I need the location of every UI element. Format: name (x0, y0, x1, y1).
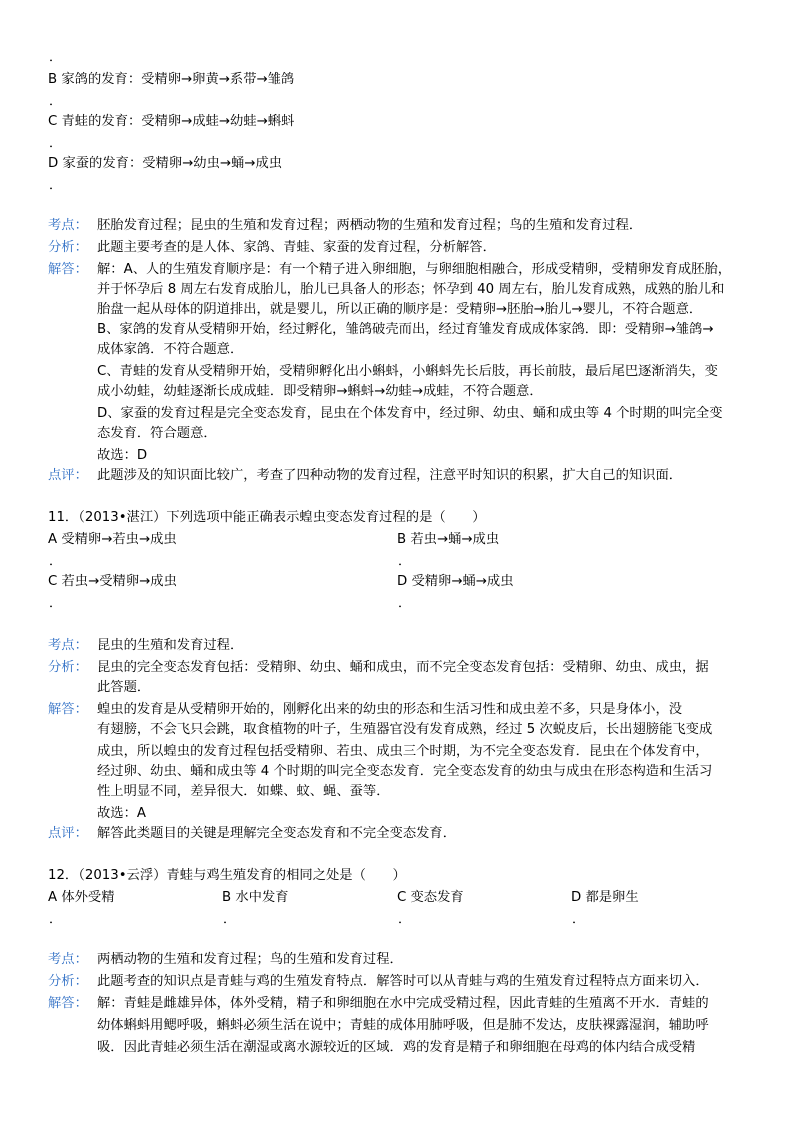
option-dot: ． (49, 912, 63, 927)
option-dot: ． (49, 554, 63, 569)
q10-jieda-line: D、家蚕的发育过程是完全变态发育，昆虫在个体发育中，经过卵、幼虫、蛹和成虫等 4 个时期的叫完全变 (97, 406, 723, 421)
option-dot: ． (49, 94, 63, 109)
q10-jieda-line: B、家鸽的发育从受精卵开始，经过孵化，雏鸽破壳而出，经过育雏发育成成体家鸽．即：受精卵→雏鸽→ (97, 322, 714, 337)
q11-jieda-line: 性上明显不同，差异很大．如蝶、蚊、蝇、蚕等． (97, 784, 390, 799)
q11-fenxi-line: 此答题． (97, 680, 151, 695)
q10-jieda-line: 成体家鸽．不符合题意． (97, 342, 244, 357)
q12-option-b: B 水中发育 (222, 890, 289, 905)
kaodian-label: 考点： (48, 638, 88, 653)
jieda-label: 解答： (48, 996, 88, 1011)
q11-fenxi-line: 昆虫的完全变态发育包括：受精卵、幼虫、蛹和成虫，而不完全变态发育包括：受精卵、幼虫、成虫，据 (97, 660, 709, 675)
kaodian-label: 考点： (48, 952, 88, 967)
option-dot: ． (572, 912, 586, 927)
option-dot: ． (49, 178, 63, 193)
q11-jieda-line: 成虫，所以蝗虫的发育过程包括受精卵、若虫、成虫三个时期，为不完全变态发育．昆虫在个体发育中， (97, 744, 709, 759)
q10-kaodian: 胚胎发育过程；昆虫的生殖和发育过程；两栖动物的生殖和发育过程；鸟的生殖和发育过程． (97, 218, 643, 233)
option-dot: ． (49, 596, 63, 611)
option-dot: ． (49, 50, 63, 65)
q11-option-a: A 受精卵→若虫→成虫 (48, 532, 177, 547)
q11-jieda-answer: 故选：A (97, 806, 146, 821)
dianping-label: 点评： (48, 826, 88, 841)
option-dot: ． (398, 596, 412, 611)
q12-stem: 12．（2013•云浮）青蛙与鸡生殖发育的相同之处是（ ） (48, 868, 406, 883)
q10-fenxi: 此题主要考查的是人体、家鸽、青蛙、家蚕的发育过程，分析解答． (97, 240, 496, 255)
q10-option-d: D 家蚕的发育：受精卵→幼虫→蛹→成虫 (48, 156, 283, 171)
option-dot: ． (223, 912, 237, 927)
q10-jieda-answer: 故选：D (97, 448, 148, 463)
q12-kaodian: 两栖动物的生殖和发育过程；鸟的生殖和发育过程． (97, 952, 403, 967)
jieda-label: 解答： (48, 262, 88, 277)
q10-jieda-line: 态发育．符合题意． (97, 426, 217, 441)
dianping-label: 点评： (48, 468, 88, 483)
option-dot: ． (49, 136, 63, 151)
q12-jieda-line: 解：青蛙是雌雄异体，体外受精，精子和卵细胞在水中完成受精过程，因此青蛙的生殖离不开水．青蛙的 (97, 996, 709, 1011)
q11-option-b: B 若虫→蛹→成虫 (397, 532, 500, 547)
fenxi-label: 分析： (48, 240, 88, 255)
q10-jieda-line: 胎盘一起从母体的阴道排出，就是婴儿，所以正确的顺序是：受精卵→胚胎→胎儿→婴儿，不符合题意． (97, 302, 703, 317)
q10-jieda-line: C、青蛙的发育从受精卵开始，受精卵孵化出小蝌蚪，小蝌蚪先长后肢，再长前肢，最后尾巴逐渐消失，变 (97, 364, 718, 379)
q11-kaodian: 昆虫的生殖和发育过程． (97, 638, 244, 653)
q11-option-c: C 若虫→受精卵→成虫 (48, 574, 177, 589)
q11-option-d: D 受精卵→蛹→成虫 (397, 574, 514, 589)
q10-jieda-line: 并于怀孕后 8 周左右发育成胎儿，胎儿已具备人的形态；怀孕到 40 周左右，胎儿发育成熟，成熟的胎儿和 (97, 282, 725, 297)
jieda-label: 解答： (48, 702, 88, 717)
fenxi-label: 分析： (48, 660, 88, 675)
fenxi-label: 分析： (48, 974, 88, 989)
option-dot: ． (398, 912, 412, 927)
q12-option-c: C 变态发育 (397, 890, 464, 905)
q12-option-a: A 体外受精 (48, 890, 115, 905)
q10-jieda-line: 解：A、人的生殖发育顺序是：有一个精子进入卵细胞，与卵细胞相融合，形成受精卵，受精卵发育成胚胎， (97, 262, 732, 277)
q10-dianping: 此题涉及的知识面比较广，考查了四种动物的发育过程，注意平时知识的积累，扩大自己的知识面． (97, 468, 683, 483)
q11-stem: 11．（2013•湛江）下列选项中能正确表示蝗虫变态发育过程的是（ ） (48, 510, 486, 525)
q11-jieda-line: 蝗虫的发育是从受精卵开始的，刚孵化出来的幼虫的形态和生活习性和成虫差不多，只是身体小，没 (97, 702, 683, 717)
q12-jieda-line: 吸．因此青蛙必须生活在潮湿或离水源较近的区域．鸡的发育是精子和卵细胞在母鸡的体内结合成受精 (97, 1040, 696, 1055)
q10-option-c: C 青蛙的发育：受精卵→成蛙→幼蛙→蝌蚪 (48, 114, 295, 129)
q12-fenxi: 此题考查的知识点是青蛙与鸡的生殖发育特点．解答时可以从青蛙与鸡的生殖发育过程特点方面来切入． (97, 974, 709, 989)
q11-jieda-line: 有翅膀，不会飞只会跳，取食植物的叶子，生殖器官没有发育成熟，经过 5 次蜕皮后，长出翅膀能飞变成 (97, 722, 713, 737)
option-dot: ． (398, 554, 412, 569)
q11-dianping: 解答此类题目的关键是理解完全变态发育和不完全变态发育． (97, 826, 457, 841)
kaodian-label: 考点： (48, 218, 88, 233)
q11-jieda-line: 经过卵、幼虫、蛹和成虫等 4 个时期的叫完全变态发育．完全变态发育的幼虫与成虫在形态构造和生活习 (97, 764, 713, 779)
q12-jieda-line: 幼体蝌蚪用鳃呼吸，蝌蚪必须生活在说中；青蛙的成体用肺呼吸，但是肺不发达，皮肤裸露湿润，辅助呼 (97, 1018, 709, 1033)
q10-jieda-line: 成小幼蛙，幼蛙逐渐长成成蛙．即受精卵→蝌蚪→幼蛙→成蛙，不符合题意． (97, 384, 543, 399)
q10-option-b: B 家鸽的发育：受精卵→卵黄→系带→雏鸽 (48, 72, 295, 87)
q12-option-d: D 都是卵生 (571, 890, 639, 905)
